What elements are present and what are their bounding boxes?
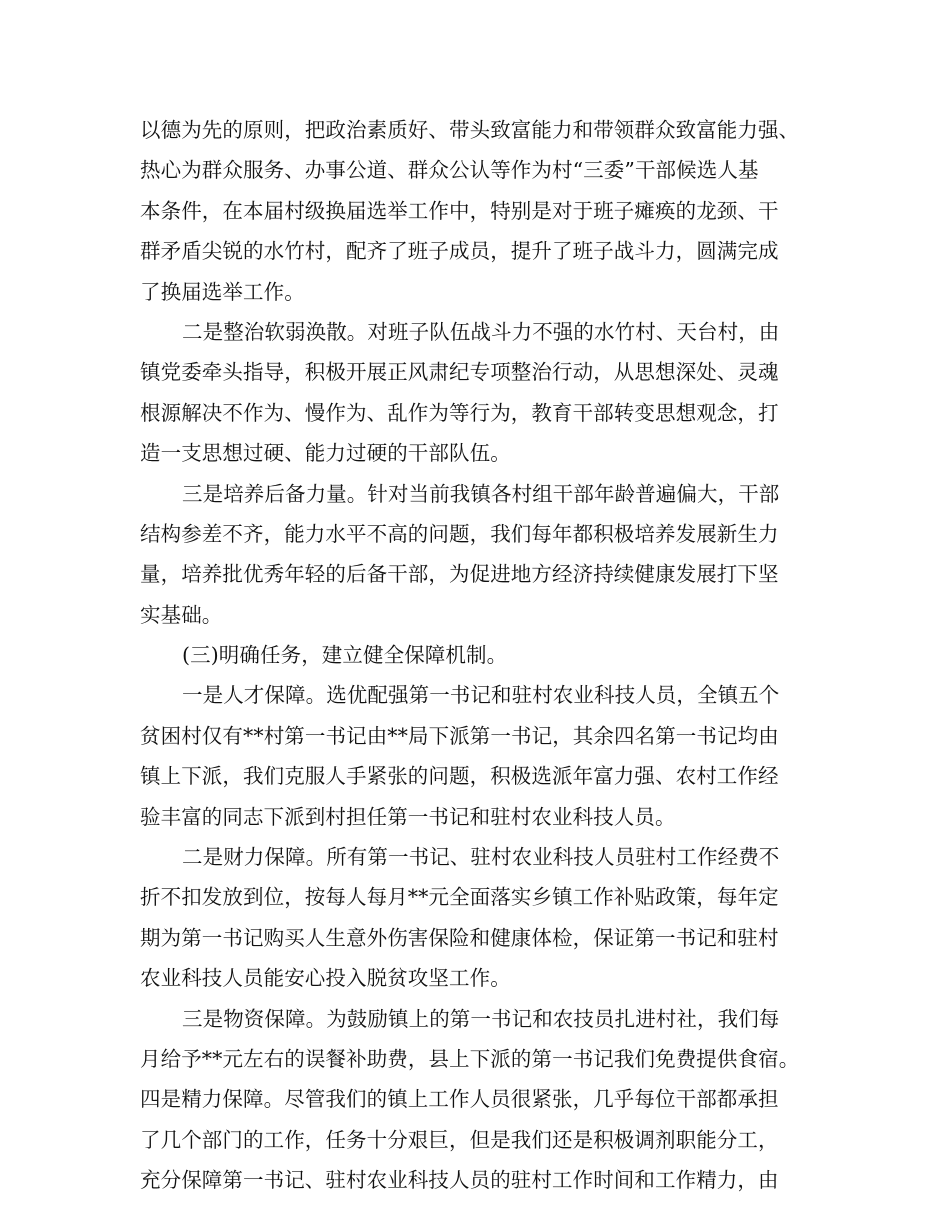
text-line: 镇上下派，我们克服人手紧张的问题，积极选派年富力强、农村工作经 bbox=[140, 764, 779, 789]
text-line: 期为第一书记购买人生意外伤害保险和健康体检，保证第一书记和驻村 bbox=[140, 925, 779, 950]
text-line: 了几个部门的工作，任务十分艰巨，但是我们还是积极调剂职能分工， bbox=[140, 1127, 779, 1152]
text-line: 造一支思想过硬、能力过硬的干部队伍。 bbox=[140, 441, 511, 466]
paragraph-first-line: 二是整治软弱涣散。对班子队伍战斗力不强的水竹村、天台村，由 bbox=[182, 319, 780, 344]
text-line: 验丰富的同志下派到村担任第一书记和驻村农业科技人员。 bbox=[140, 804, 676, 829]
text-line: 本条件，在本届村级换届选举工作中，特别是对于班子瘫痪的龙颈、干 bbox=[140, 198, 779, 223]
paragraph-first-line: 一是人才保障。选优配强第一书记和驻村农业科技人员，全镇五个 bbox=[182, 683, 780, 708]
text-line: 实基础。 bbox=[140, 602, 223, 627]
text-line: 热心为群众服务、办事公道、群众公认等作为村“三委”干部候选人基 bbox=[140, 158, 759, 183]
text-line: 镇党委牵头指导，积极开展正风肃纪专项整治行动，从思想深处、灵魂 bbox=[140, 360, 779, 385]
text-line: 群矛盾尖锐的水竹村，配齐了班子成员，提升了班子战斗力，圆满完成 bbox=[140, 239, 779, 264]
text-line: 贫困村仅有**村第一书记由**局下派第一书记，其余四名第一书记均由 bbox=[140, 723, 779, 748]
text-line: 四是精力保障。尽管我们的镇上工作人员很紧张，几乎每位干部都承担 bbox=[140, 1087, 779, 1112]
text-line: 充分保障第一书记、驻村农业科技人员的驻村工作时间和工作精力，由 bbox=[140, 1168, 779, 1193]
text-line: 月给予**元左右的误餐补助费，县上下派的第一书记我们免费提供食宿。 bbox=[140, 1046, 800, 1071]
paragraph-first-line: 二是财力保障。所有第一书记、驻村农业科技人员驻村工作经费不 bbox=[182, 845, 780, 870]
text-line: 折不扣发放到位，按每人每月**元全面落实乡镇工作补贴政策，每年定 bbox=[140, 885, 779, 910]
text-line: 以德为先的原则，把政治素质好、带头致富能力和带领群众致富能力强、 bbox=[140, 118, 800, 142]
text-line: 根源解决不作为、慢作为、乱作为等行为，教育干部转变思想观念，打 bbox=[140, 400, 779, 425]
paragraph-first-line: 三是培养后备力量。针对当前我镇各村组干部年龄普遍偏大，干部 bbox=[182, 481, 780, 506]
text-line: 了换届选举工作。 bbox=[140, 279, 305, 304]
text-line: 量，培养批优秀年轻的后备干部，为促进地方经济持续健康发展打下坚 bbox=[140, 562, 779, 587]
body-text bbox=[140, 110, 812, 1201]
section-heading: (三)明确任务，建立健全保障机制。 bbox=[182, 643, 508, 668]
paragraph-first-line: 三是物资保障。为鼓励镇上的第一书记和农技员扎进村社，我们每 bbox=[182, 1006, 780, 1031]
text-line: 结构参差不齐，能力水平不高的问题，我们每年都积极培养发展新生力 bbox=[140, 521, 779, 546]
text-line: 农业科技人员能安心投入脱贫攻坚工作。 bbox=[140, 966, 511, 991]
